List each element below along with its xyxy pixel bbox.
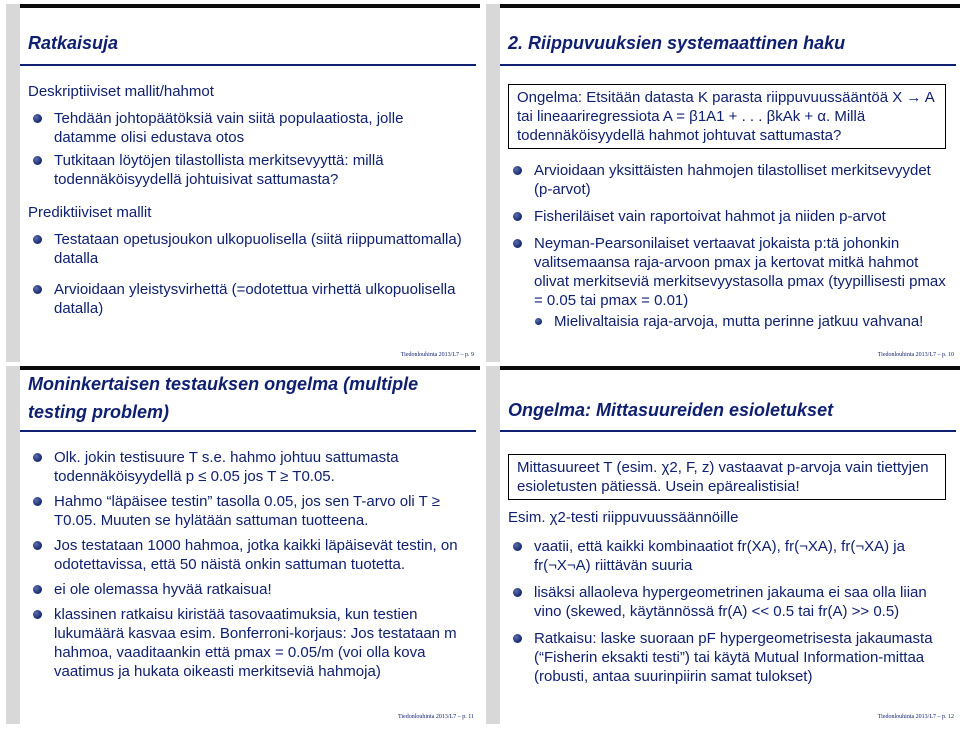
intro-text: Esim. χ2-testi riippuvuussäännöille xyxy=(508,509,739,526)
title-rule xyxy=(20,64,476,66)
slide-title: Ongelma: Mittasuureiden esioletukset xyxy=(508,400,834,420)
slide-footer: Tiedonlouhinta 2013/L7 – p. 12 xyxy=(877,714,954,720)
slide-body xyxy=(28,448,470,681)
slide-footer: Tiedonlouhinta 2013/L7 – p. 11 xyxy=(397,714,474,720)
slide-body xyxy=(508,84,946,331)
list-item: Tutkitaan löytöjen tilastollista merkitsevyyttä: millä todennäköisyydellä johtuisivat sattumasta? xyxy=(28,151,470,189)
top-bar xyxy=(6,4,480,8)
slide-title: Moninkertaisen testauksen ongelma (multiple testing problem) xyxy=(28,374,419,422)
list-item: Jos testataan 1000 hahmoa, jotka kaikki läpäisevät testin, on odotettavissa, että 50 näistä onkin sattuman tuotetta. xyxy=(28,536,470,574)
list-item: Olk. jokin testisuure T s.e. hahmo johtuu sattumasta todennäköisyydellä p ≤ 0.05 jos T ≥ T0.05. xyxy=(28,448,470,486)
slide-body xyxy=(508,454,946,686)
list-item: Neyman-Pearsonilaiset vertaavat jokaista p:tä johonkin valitsemaansa raja-arvoon pmax ja kertovat mitkä hahmot olivat merkitseviä merkitsevyystasolla pmax (tyypillisesti pmax = 0.05 tai pmax = 0.01) xyxy=(508,234,946,310)
problem-box: Ongelma: Etsitään datasta K parasta riippuvuussääntöä X → A tai lineaariregressiota A = β1A1 + . . . βkAk + α. Millä todennäköisyydellä hahmot johtuvat sattumasta? xyxy=(508,84,946,149)
top-bar xyxy=(486,366,960,370)
side-bar xyxy=(486,4,500,362)
section-heading: Deskriptiiviset mallit/hahmot xyxy=(28,83,214,100)
section-heading: Prediktiiviset mallit xyxy=(28,204,152,221)
list-item: Arvioidaan yleistysvirhettä (=odotettua virhettä ulkopuolisella datalla) xyxy=(28,280,470,318)
list-item: vaatii, että kaikki kombinaatiot fr(XA), fr(¬XA), fr(¬XA) ja fr(¬X¬A) riittävän suuria xyxy=(508,537,946,575)
slide-9 xyxy=(6,4,480,362)
title-rule xyxy=(500,430,956,432)
side-bar xyxy=(6,366,20,724)
slide-footer: Tiedonlouhinta 2013/L7 – p. 10 xyxy=(877,352,954,358)
list-item: Tehdään johtopäätöksiä vain siitä populaatiosta, jolle datamme olisi edustava otos xyxy=(28,109,470,147)
list-item: Ratkaisu: laske suoraan pF hypergeometrisesta jakaumasta (“Fisherin eksakti testi”) tai käytä Mutual Information-mittaa (robusti, antaa suurinpiirin samat tulokset) xyxy=(508,629,946,686)
title-rule xyxy=(20,430,476,432)
top-bar xyxy=(486,4,960,8)
list-item: lisäksi allaoleva hypergeometrinen jakauma ei saa olla liian vino (skewed, käytännössä fr(A) << 0.5 tai fr(A) >> 0.5) xyxy=(508,583,946,621)
title-rule xyxy=(500,64,956,66)
side-bar xyxy=(6,4,20,362)
slide-body xyxy=(28,82,470,318)
sub-list-item: Mielivaltaisia raja-arvoja, mutta perinne jatkuu vahvana! xyxy=(508,312,946,331)
slide-title: 2. Riippuvuuksien systemaattinen haku xyxy=(508,33,846,53)
slide-title: Ratkaisuja xyxy=(28,33,119,53)
slide-footer: Tiedonlouhinta 2013/L7 – p. 9 xyxy=(400,352,474,358)
slide-11 xyxy=(6,366,480,724)
list-item: Testataan opetusjoukon ulkopuolisella (siitä riippumattomalla) datalla xyxy=(28,230,470,268)
slide-12 xyxy=(486,366,960,724)
list-item: klassinen ratkaisu kiristää tasovaatimuksia, kun testien lukumäärä kasvaa esim. Bonferroni-korjaus: Jos testataan m hahmoa, vaaditaankin että pmax = 0.05/m (voi olla kova vaatimus ja hukata oikeasti merkitseviä hahmoja) xyxy=(28,605,470,681)
side-bar xyxy=(486,366,500,724)
slide-10 xyxy=(486,4,960,362)
list-item: ei ole olemassa hyvää ratkaisua! xyxy=(28,580,470,599)
list-item: Arvioidaan yksittäisten hahmojen tilastolliset merkitsevyydet (p-arvot) xyxy=(508,161,946,199)
list-item: Hahmo “läpäisee testin” tasolla 0.05, jos sen T-arvo oli T ≥ T0.05. Muuten se hylätään sattuman tuotteena. xyxy=(28,492,470,530)
assumption-box: Mittasuureet T (esim. χ2, F, z) vastaavat p-arvoja vain tiettyjen esioletusten pätiessä. Usein epärealistisia! xyxy=(508,454,946,500)
list-item: Fisheriläiset vain raportoivat hahmot ja niiden p-arvot xyxy=(508,207,946,226)
